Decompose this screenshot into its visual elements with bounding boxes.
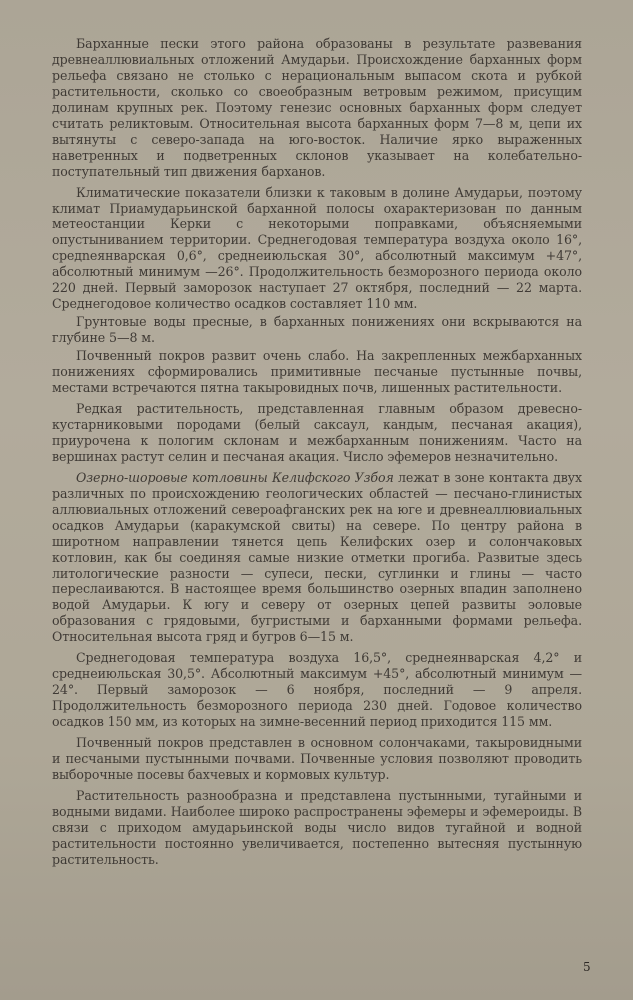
paragraph-vegetation: Редкая растительность, представленная главным образом древесно-кустарниковыми породами (белый саксаул, кандым, песчаная акация), приурочена к пологим склонам и межбарханным понижениям. Часто на вершинах растут селин и песчаная акация. Число эфемеров незначительно.	[52, 400, 582, 464]
page-number: 5	[583, 960, 591, 974]
paragraph-kelif-vegetation: Растительность разнообразна и представлена пустынными, тугайными и водными видами. Наиболее широко распространены эфемеры и эфемероиды. В связи с приходом амударьинской воды число видов тугайной и водной растительности постоянно увеличивается, постепенно вытесняя пустынную растительность.	[52, 787, 582, 867]
paragraph-climate: Климатические показатели близки к таковым в долине Амударьи, поэтому климат Приамударьинской барханной полосы охарактеризован по данным метеостанции Керки с некоторыми поправками, объясняемыми опустыниванием территории. Среднегодовая температура воздуха около 16°, средneянварская 0,6°, среднеиюльская 30°, абсолютный максимум +47°, абсолютный минимум —26°. Продолжительность безморозного периода около 220 дней. Первый заморозок наступает 27 октября, последний — 22 марта. Среднегодовое количество осадков составляет 110 мм.	[52, 184, 582, 312]
paragraph-barkhan-sands: Барханные пески этого района образованы в результате развевания древнеаллювиальных отложений Амударьи. Происхождение барханных форм рельефа связано не столько с нерациональным выпасом скота и рубкой растительности, сколько со своеобразным ветровым режимом, присущим долинам крупных рек. Поэтому генезис основных барханных форм следует считать реликтовым. Относительная высота барханных форм 7—8 м, цепи их вытянуты с северо-запада на юго-восток. Наличие ярко выраженных наветренных и подветренных склонов указывает на колебательно-поступательный тип движения барханов.	[52, 36, 582, 179]
paragraph-kelif-uzboy-body: лежат в зоне контакта двух различных по происхождению геологических областей — песчано-глинистых аллювиальных отложений североафганских рек на юге и древнеаллювиальных осадков Амударьи (каракумской свиты) на севере. По центру района в широтном направлении тянется цепь Келифских озер и солончаковых котловин, как бы соединяя самые низкие отметки прогиба. Развитые здесь литологические разности — супеси, пески, суглинки и глины — часто переслаиваются. В настоящее время большинство озерных впадин заполнено водой Амударьи. К югу и северу от озерных цепей развиты эоловые образования с грядовыми, бугристыми и барханными формами рельефа. Относительная высота гряд и бугров 6—15 м.	[52, 469, 582, 645]
section-lead-italic: Озерно-шоровые котловины Келифского Узбоя	[76, 469, 394, 485]
paragraph-groundwater: Грунтовые воды пресные, в барханных понижениях они вскрываются на глубине 5—8 м.	[52, 314, 582, 346]
paragraph-soil-cover: Почвенный покров развит очень слабо. На закрепленных межбарханных понижениях сформировались примитивные песчаные пустынные почвы, местами встречаются пятна такыровидных почв, лишенных растительности.	[52, 348, 582, 396]
paragraph-kelif-soils: Почвенный покров представлен в основном солончаками, такыровидными и песчаными пустынными почвами. Почвенные условия позволяют проводить выборочные посевы бахчевых и кормовых культур.	[52, 735, 582, 782]
body-text	[52, 36, 582, 873]
paragraph-kelif-climate: Среднегодовая температура воздуха 16,5°, среднеянварская 4,2° и среднеиюльская 30,5°. Абсолютный максимум +45°, абсолютный минимум —24°. Первый заморозок — 6 ноября, последний — 9 апреля. Продолжительность безморозного периода 230 дней. Годовое количество осадков 150 мм, из которых на зимне-весенний период приходится 115 мм.	[52, 650, 582, 730]
paragraph-kelif-uzboy	[52, 470, 582, 645]
